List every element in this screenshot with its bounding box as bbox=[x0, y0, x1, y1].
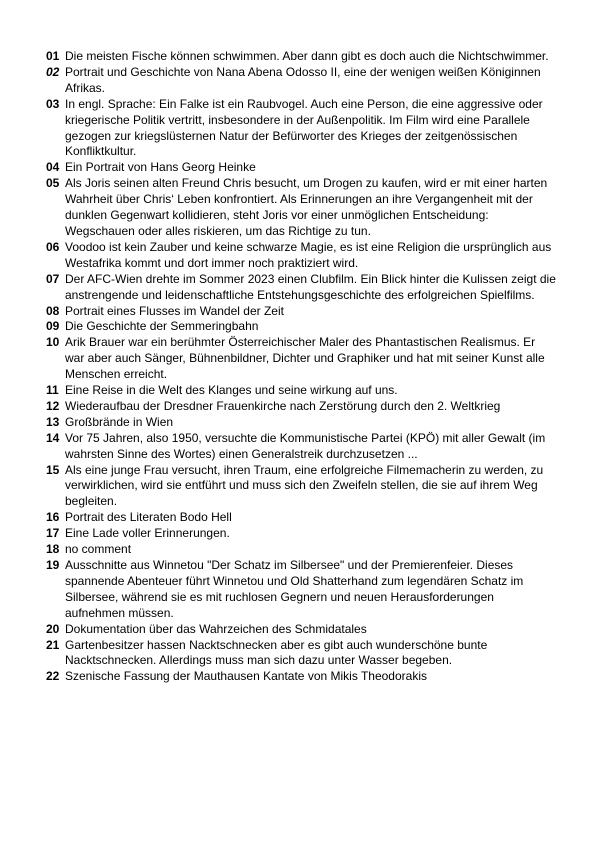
entry-description: Als Joris seinen alten Freund Chris besucht, um Drogen zu kaufen, wird er mit einer harten Wahrheit über Chris‘ Leben konfrontiert. Als Erinnerungen an ihre Vergangenheit mit der dunklen Gegenwart kollidieren, steht Joris vor einer unmöglichen Entscheidung: Wegschauen oder alles riskieren, um das Richtige zu tun. bbox=[65, 176, 548, 238]
entry-description: Gartenbesitzer hassen Nacktschnecken aber es gibt auch wunderschöne bunte Nacktschnecken. Allerdings muss man sich dazu unter Wasser begeben. bbox=[65, 637, 488, 668]
entry-number: 18 bbox=[46, 542, 60, 557]
list-item bbox=[46, 240, 556, 272]
entry-description: Dokumentation über das Wahrzeichen des Schmidatales bbox=[65, 621, 367, 636]
list-item bbox=[46, 526, 556, 542]
entry-number: 01 bbox=[46, 49, 60, 63]
list-item bbox=[46, 319, 556, 335]
entry-number: 20 bbox=[46, 621, 60, 636]
entry-description: In engl. Sprache: Ein Falke ist ein Raubvogel. Auch eine Person, die eine aggressive oder kriegerische Politik vertritt, insbesondere in der Außenpolitik. Im Film wird eine Parallele gezogen zur kriegslüsternen Natur der Befürworter des Krieges der zeitgenössischen Konfliktkultur. bbox=[65, 96, 543, 159]
list-item bbox=[46, 65, 556, 97]
entry-description: Als eine junge Frau versucht, ihren Traum, eine erfolgreiche Filmemacherin zu werden, zu verwirklichen, wird sie entführt und muss sich den Zweifeln stellen, die sie auf ihrem Weg begleiten. bbox=[65, 462, 544, 509]
list-item bbox=[46, 160, 556, 176]
entry-number: 04 bbox=[46, 160, 60, 175]
entry-description: Eine Reise in die Welt des Klanges und seine wirkung auf uns. bbox=[65, 383, 398, 398]
entry-description: Arik Brauer war ein berühmter Österreichischer Maler des Phantastischen Realismus. Er war aber auch Sänger, Bühnenbildner, Dichter und Graphiker und hat mit seiner Kunst alle Menschen erreicht. bbox=[65, 335, 545, 382]
entry-description: Portrait und Geschichte von Nana Abena Odosso II, eine der wenigen weißen Königinnen Afrikas. bbox=[65, 64, 541, 95]
list-item bbox=[46, 304, 556, 320]
entry-description: Portrait eines Flusses im Wandel der Zeit bbox=[65, 303, 284, 318]
entry-description: Die Geschichte der Semmeringbahn bbox=[65, 319, 259, 334]
entry-number: 21 bbox=[46, 637, 60, 652]
list-item bbox=[46, 335, 556, 383]
entry-description: Ein Portrait von Hans Georg Heinke bbox=[65, 160, 256, 175]
list-item bbox=[46, 669, 556, 685]
entry-number: 11 bbox=[46, 383, 59, 398]
entry-number: 07 bbox=[46, 271, 60, 286]
entry-description: Eine Lade voller Erinnerungen. bbox=[65, 526, 230, 541]
list-item bbox=[46, 176, 556, 240]
list-item bbox=[46, 558, 556, 622]
list-item bbox=[46, 463, 556, 511]
entry-description: Die meisten Fische können schwimmen. Aber dann gibt es doch auch die Nichtschwimmer. bbox=[65, 49, 549, 63]
entry-number: 13 bbox=[46, 414, 60, 429]
list-item bbox=[46, 622, 556, 638]
list-item bbox=[46, 542, 556, 558]
entry-number: 22 bbox=[46, 669, 60, 684]
entry-description: Voodoo ist kein Zauber und keine schwarze Magie, es ist eine Religion die ursprünglich aus Westafrika kommt und dort immer noch praktiziert wird. bbox=[65, 239, 552, 270]
entry-number: 10 bbox=[46, 335, 60, 350]
entry-description: Wiederaufbau der Dresdner Frauenkirche nach Zerstörung durch den 2. Weltkrieg bbox=[65, 398, 501, 413]
list-item bbox=[46, 272, 556, 304]
list-item bbox=[46, 638, 556, 670]
entry-description: Ausschnitte aus Winnetou "Der Schatz im Silbersee" und der Premierenfeier. Dieses spannende Abenteuer führt Winnetou und Old Shatterhand zum legendären Schatz im Silbersee, während sie es mit ruchlosen Gegnern und neuen Herausforderungen aufnehmen müssen. bbox=[65, 558, 524, 620]
list-item bbox=[46, 399, 556, 415]
entry-number: 06 bbox=[46, 239, 60, 254]
entry-number: 05 bbox=[46, 176, 60, 191]
entry-description: Vor 75 Jahren, also 1950, versuchte die Kommunistische Partei (KPÖ) mit aller Gewalt (im wahrsten Sinne des Wortes) einen Generalstreik durchzusetzen ... bbox=[65, 430, 546, 461]
entry-description: no comment bbox=[65, 542, 132, 557]
list-item bbox=[46, 383, 556, 399]
entry-description: Szenische Fassung der Mauthausen Kantate von Mikis Theodorakis bbox=[65, 669, 427, 684]
list-item bbox=[46, 431, 556, 463]
entry-description: Der AFC-Wien drehte im Sommer 2023 einen Clubfilm. Ein Blick hinter die Kulissen zeigt die anstrengende und leidenschaftliche Entstehungsgeschichte des erfolgreichen Spielfilms. bbox=[65, 271, 556, 302]
entry-number: 14 bbox=[46, 430, 60, 445]
entry-description: Portrait des Literaten Bodo Hell bbox=[65, 510, 232, 525]
entry-number: 19 bbox=[46, 558, 60, 572]
entry-number: 12 bbox=[46, 398, 60, 413]
list-item bbox=[46, 49, 556, 65]
list-item bbox=[46, 97, 556, 161]
entry-number: 03 bbox=[46, 96, 60, 111]
entry-number: 08 bbox=[46, 303, 60, 318]
film-description-list bbox=[46, 49, 556, 685]
list-item bbox=[46, 415, 556, 431]
entry-description: Großbrände in Wien bbox=[65, 414, 174, 429]
entry-number: 17 bbox=[46, 526, 60, 541]
list-item bbox=[46, 510, 556, 526]
entry-number: 15 bbox=[46, 462, 60, 477]
entry-number: 16 bbox=[46, 510, 60, 525]
entry-number: 09 bbox=[46, 319, 60, 334]
entry-number: 02 bbox=[46, 64, 60, 79]
